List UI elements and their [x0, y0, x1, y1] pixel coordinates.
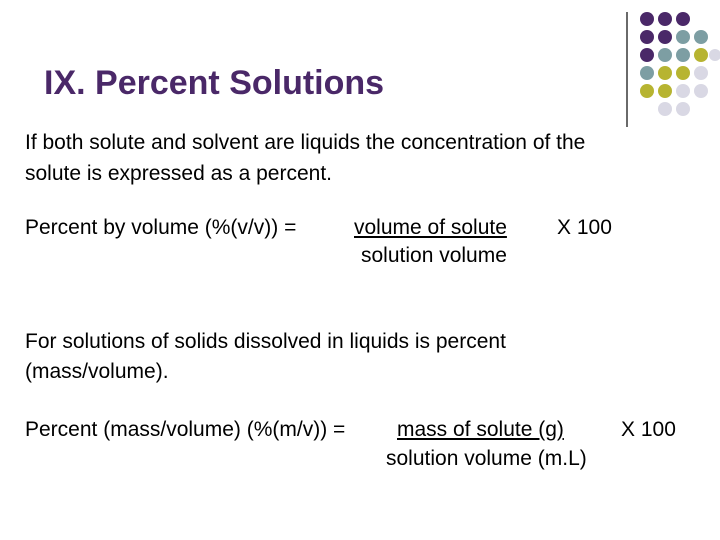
para2-line-1: For solutions of solids dissolved in liquids is percent — [25, 330, 506, 353]
formula2-multiplier: X 100 — [621, 418, 676, 441]
intro-line-1: If both solute and solvent are liquids the concentration of the — [25, 131, 586, 154]
formula2-lhs: Percent (mass/volume) (%(m/v)) = — [25, 418, 346, 441]
formula1-lhs: Percent by volume (%(v/v)) = — [25, 216, 297, 239]
formula1-numerator: volume of solute — [354, 216, 507, 239]
para2-line-2: (mass/volume). — [25, 360, 169, 383]
intro-line-2: solute is expressed as a percent. — [25, 162, 333, 185]
formula1-multiplier: X 100 — [557, 216, 612, 239]
formula1-denominator: solution volume — [361, 244, 507, 267]
formula2-numerator: mass of solute (g) — [397, 418, 564, 441]
decorative-divider-line — [626, 12, 628, 127]
slide-title: IX. Percent Solutions — [44, 64, 385, 102]
formula2-denominator: solution volume (m.L) — [386, 447, 587, 470]
